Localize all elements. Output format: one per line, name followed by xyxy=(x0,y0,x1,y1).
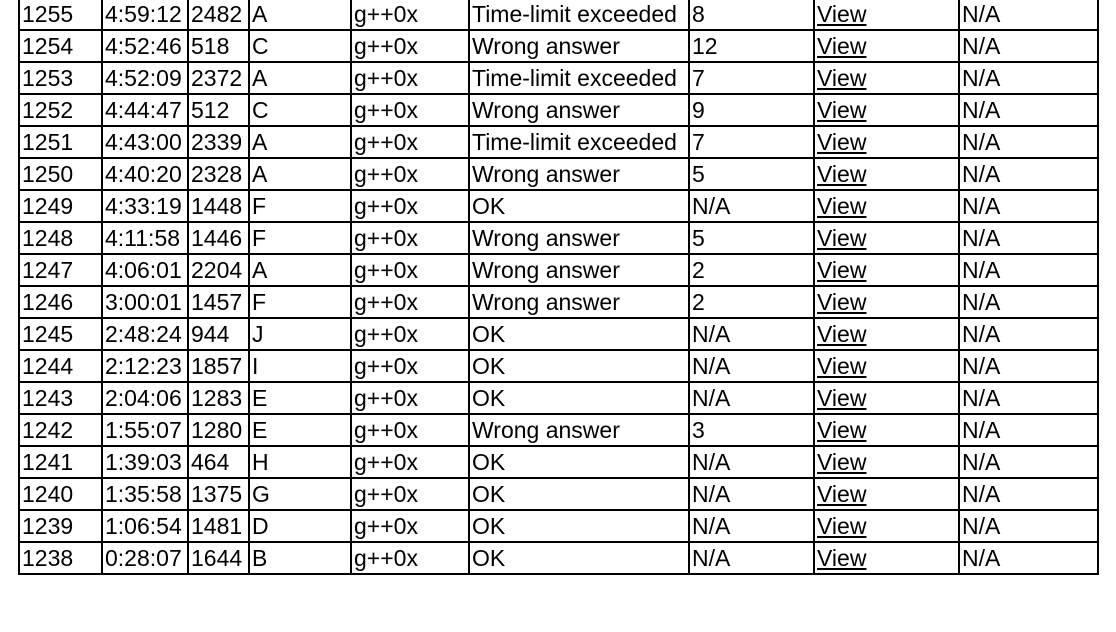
table-row xyxy=(19,542,1098,574)
view-link[interactable]: View xyxy=(817,128,867,155)
table-row xyxy=(19,158,1098,190)
submission-extra: N/A xyxy=(959,350,1098,382)
table-row xyxy=(19,222,1098,254)
submission-verdict: Wrong answer xyxy=(469,94,689,126)
submission-time: 2:12:23 xyxy=(102,350,188,382)
table-row xyxy=(19,286,1098,318)
submission-language: g++0x xyxy=(351,414,469,446)
submission-extra: N/A xyxy=(959,510,1098,542)
submission-language: g++0x xyxy=(351,190,469,222)
submission-user: 1644 xyxy=(188,542,249,574)
submission-extra: N/A xyxy=(959,158,1098,190)
view-link[interactable]: View xyxy=(817,256,867,283)
view-link[interactable]: View xyxy=(817,448,867,475)
submission-language: g++0x xyxy=(351,126,469,158)
submission-language: g++0x xyxy=(351,254,469,286)
table-row xyxy=(19,126,1098,158)
submission-failed-test: 3 xyxy=(689,414,814,446)
table-row xyxy=(19,510,1098,542)
submission-extra: N/A xyxy=(959,414,1098,446)
submission-extra: N/A xyxy=(959,0,1098,30)
view-link[interactable]: View xyxy=(817,192,867,219)
submission-language: g++0x xyxy=(351,382,469,414)
submission-time: 1:39:03 xyxy=(102,446,188,478)
submission-id: 1240 xyxy=(19,478,102,510)
submission-failed-test: 7 xyxy=(689,126,814,158)
submission-problem: F xyxy=(249,222,351,254)
submission-user: 1481 xyxy=(188,510,249,542)
submission-language: g++0x xyxy=(351,542,469,574)
submission-failed-test: 9 xyxy=(689,94,814,126)
submission-failed-test: 8 xyxy=(689,0,814,30)
submission-problem: A xyxy=(249,0,351,30)
submission-verdict: Wrong answer xyxy=(469,30,689,62)
submission-failed-test: 2 xyxy=(689,254,814,286)
submission-problem: C xyxy=(249,94,351,126)
submission-verdict: Wrong answer xyxy=(469,158,689,190)
submission-id: 1238 xyxy=(19,542,102,574)
submission-time: 4:06:01 xyxy=(102,254,188,286)
view-link[interactable]: View xyxy=(817,32,867,59)
submission-user: 2204 xyxy=(188,254,249,286)
submission-verdict: Time-limit exceeded xyxy=(469,62,689,94)
submission-language: g++0x xyxy=(351,286,469,318)
submission-verdict: Wrong answer xyxy=(469,414,689,446)
view-link[interactable]: View xyxy=(817,320,867,347)
submissions-table xyxy=(18,0,1099,575)
view-link[interactable]: View xyxy=(817,64,867,91)
submission-problem: A xyxy=(249,62,351,94)
submission-time: 2:48:24 xyxy=(102,318,188,350)
submission-failed-test: N/A xyxy=(689,190,814,222)
submission-id: 1243 xyxy=(19,382,102,414)
submission-id: 1247 xyxy=(19,254,102,286)
view-link[interactable]: View xyxy=(817,384,867,411)
view-link[interactable]: View xyxy=(817,96,867,123)
submission-id: 1254 xyxy=(19,30,102,62)
submission-problem: H xyxy=(249,446,351,478)
submission-user: 1457 xyxy=(188,286,249,318)
submission-language: g++0x xyxy=(351,446,469,478)
view-link-cell xyxy=(814,62,959,94)
table-row xyxy=(19,318,1098,350)
submission-user: 1448 xyxy=(188,190,249,222)
submission-user: 464 xyxy=(188,446,249,478)
submission-failed-test: N/A xyxy=(689,318,814,350)
view-link-cell xyxy=(814,478,959,510)
submission-user: 512 xyxy=(188,94,249,126)
view-link[interactable]: View xyxy=(817,512,867,539)
view-link[interactable]: View xyxy=(817,544,867,571)
view-link-cell xyxy=(814,286,959,318)
submission-time: 1:55:07 xyxy=(102,414,188,446)
submissions-body xyxy=(19,0,1098,574)
submission-verdict: OK xyxy=(469,318,689,350)
submission-language: g++0x xyxy=(351,94,469,126)
view-link-cell xyxy=(814,30,959,62)
table-row xyxy=(19,62,1098,94)
submission-language: g++0x xyxy=(351,350,469,382)
submission-problem: I xyxy=(249,350,351,382)
submission-language: g++0x xyxy=(351,158,469,190)
table-row xyxy=(19,190,1098,222)
view-link-cell xyxy=(814,158,959,190)
submission-problem: D xyxy=(249,510,351,542)
submission-problem: A xyxy=(249,254,351,286)
submission-extra: N/A xyxy=(959,30,1098,62)
view-link[interactable]: View xyxy=(817,224,867,251)
submission-id: 1253 xyxy=(19,62,102,94)
submission-extra: N/A xyxy=(959,542,1098,574)
view-link-cell xyxy=(814,0,959,30)
submission-time: 0:28:07 xyxy=(102,542,188,574)
submission-time: 4:44:47 xyxy=(102,94,188,126)
submission-verdict: OK xyxy=(469,446,689,478)
submission-problem: A xyxy=(249,126,351,158)
table-row xyxy=(19,478,1098,510)
submission-user: 518 xyxy=(188,30,249,62)
submission-time: 2:04:06 xyxy=(102,382,188,414)
submission-language: g++0x xyxy=(351,30,469,62)
submission-user: 1280 xyxy=(188,414,249,446)
submission-time: 3:00:01 xyxy=(102,286,188,318)
submission-failed-test: N/A xyxy=(689,350,814,382)
submission-extra: N/A xyxy=(959,382,1098,414)
submission-verdict: OK xyxy=(469,350,689,382)
submission-user: 1857 xyxy=(188,350,249,382)
submission-id: 1248 xyxy=(19,222,102,254)
view-link-cell xyxy=(814,94,959,126)
submission-verdict: Wrong answer xyxy=(469,286,689,318)
submission-failed-test: N/A xyxy=(689,446,814,478)
table-row xyxy=(19,382,1098,414)
view-link-cell xyxy=(814,414,959,446)
table-row xyxy=(19,30,1098,62)
table-row xyxy=(19,350,1098,382)
submission-verdict: Wrong answer xyxy=(469,222,689,254)
submission-id: 1255 xyxy=(19,0,102,30)
submission-problem: J xyxy=(249,318,351,350)
view-link-cell xyxy=(814,510,959,542)
submission-id: 1241 xyxy=(19,446,102,478)
submission-language: g++0x xyxy=(351,318,469,350)
submission-id: 1245 xyxy=(19,318,102,350)
view-link-cell xyxy=(814,318,959,350)
table-row xyxy=(19,94,1098,126)
submission-id: 1246 xyxy=(19,286,102,318)
submission-verdict: Time-limit exceeded xyxy=(469,0,689,30)
submission-language: g++0x xyxy=(351,62,469,94)
submission-language: g++0x xyxy=(351,222,469,254)
submission-language: g++0x xyxy=(351,478,469,510)
submission-id: 1249 xyxy=(19,190,102,222)
view-link[interactable]: View xyxy=(817,0,867,27)
submission-user: 1283 xyxy=(188,382,249,414)
submission-user: 2339 xyxy=(188,126,249,158)
submission-user: 2372 xyxy=(188,62,249,94)
submission-verdict: OK xyxy=(469,542,689,574)
submissions-panel xyxy=(18,0,1099,575)
view-link-cell xyxy=(814,222,959,254)
submission-problem: F xyxy=(249,286,351,318)
submission-id: 1244 xyxy=(19,350,102,382)
submission-failed-test: N/A xyxy=(689,510,814,542)
submission-verdict: OK xyxy=(469,478,689,510)
submission-language: g++0x xyxy=(351,510,469,542)
submission-problem: A xyxy=(249,158,351,190)
view-link-cell xyxy=(814,254,959,286)
submission-failed-test: 5 xyxy=(689,158,814,190)
submission-time: 1:06:54 xyxy=(102,510,188,542)
submission-extra: N/A xyxy=(959,62,1098,94)
view-link[interactable]: View xyxy=(817,288,867,315)
submission-problem: F xyxy=(249,190,351,222)
submission-time: 1:35:58 xyxy=(102,478,188,510)
submission-extra: N/A xyxy=(959,286,1098,318)
submission-problem: B xyxy=(249,542,351,574)
view-link[interactable]: View xyxy=(817,480,867,507)
table-row xyxy=(19,414,1098,446)
submission-failed-test: N/A xyxy=(689,478,814,510)
submission-verdict: OK xyxy=(469,382,689,414)
view-link-cell xyxy=(814,382,959,414)
submission-extra: N/A xyxy=(959,94,1098,126)
submission-failed-test: 5 xyxy=(689,222,814,254)
submission-failed-test: 2 xyxy=(689,286,814,318)
submission-problem: E xyxy=(249,414,351,446)
view-link-cell xyxy=(814,190,959,222)
submission-time: 4:40:20 xyxy=(102,158,188,190)
submission-extra: N/A xyxy=(959,254,1098,286)
submission-verdict: Time-limit exceeded xyxy=(469,126,689,158)
submission-id: 1239 xyxy=(19,510,102,542)
view-link-cell xyxy=(814,542,959,574)
submission-failed-test: N/A xyxy=(689,382,814,414)
submission-problem: C xyxy=(249,30,351,62)
submission-extra: N/A xyxy=(959,190,1098,222)
submission-extra: N/A xyxy=(959,478,1098,510)
submission-failed-test: N/A xyxy=(689,542,814,574)
view-link[interactable]: View xyxy=(817,352,867,379)
submission-verdict: OK xyxy=(469,510,689,542)
submission-extra: N/A xyxy=(959,126,1098,158)
submission-failed-test: 7 xyxy=(689,62,814,94)
view-link-cell xyxy=(814,350,959,382)
submission-failed-test: 12 xyxy=(689,30,814,62)
table-row xyxy=(19,446,1098,478)
submission-id: 1251 xyxy=(19,126,102,158)
submission-time: 4:52:46 xyxy=(102,30,188,62)
submission-verdict: OK xyxy=(469,190,689,222)
submission-verdict: Wrong answer xyxy=(469,254,689,286)
submission-extra: N/A xyxy=(959,222,1098,254)
view-link-cell xyxy=(814,446,959,478)
submission-time: 4:43:00 xyxy=(102,126,188,158)
submission-problem: G xyxy=(249,478,351,510)
submission-extra: N/A xyxy=(959,318,1098,350)
submission-user: 2328 xyxy=(188,158,249,190)
submission-time: 4:52:09 xyxy=(102,62,188,94)
submission-problem: E xyxy=(249,382,351,414)
submission-id: 1252 xyxy=(19,94,102,126)
submission-time: 4:11:58 xyxy=(102,222,188,254)
view-link[interactable]: View xyxy=(817,160,867,187)
submission-id: 1242 xyxy=(19,414,102,446)
table-row xyxy=(19,0,1098,30)
view-link[interactable]: View xyxy=(817,416,867,443)
submission-user: 1375 xyxy=(188,478,249,510)
submission-user: 2482 xyxy=(188,0,249,30)
submission-extra: N/A xyxy=(959,446,1098,478)
submission-language: g++0x xyxy=(351,0,469,30)
submission-user: 1446 xyxy=(188,222,249,254)
submission-id: 1250 xyxy=(19,158,102,190)
view-link-cell xyxy=(814,126,959,158)
submission-user: 944 xyxy=(188,318,249,350)
table-row xyxy=(19,254,1098,286)
submission-time: 4:33:19 xyxy=(102,190,188,222)
submission-time: 4:59:12 xyxy=(102,0,188,30)
